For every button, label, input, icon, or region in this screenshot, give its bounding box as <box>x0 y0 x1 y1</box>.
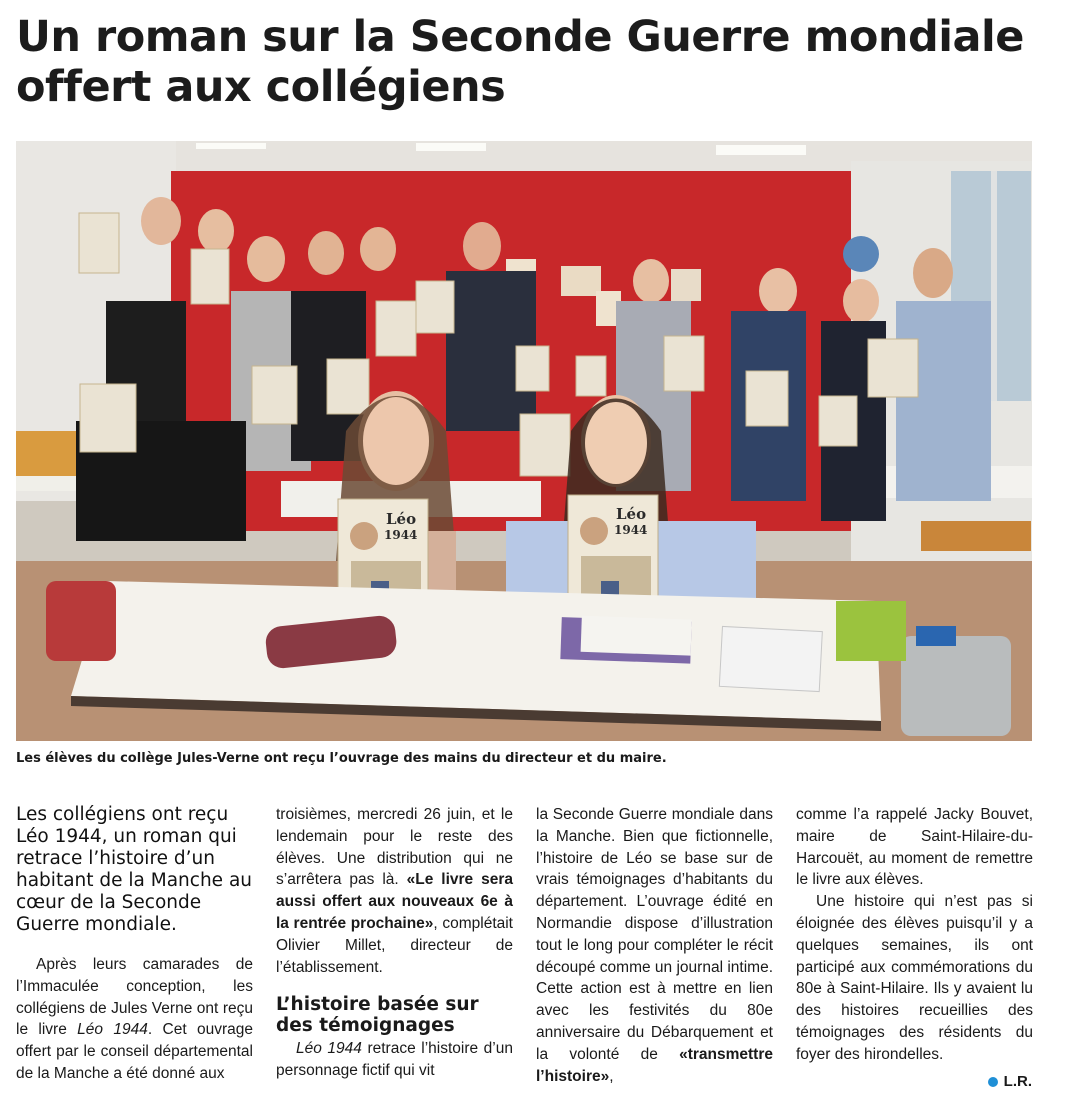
book-year-right: 1944 <box>614 523 648 537</box>
headline <box>16 12 1066 112</box>
column-1-paragraph <box>16 954 253 1085</box>
col2-text-b: , complétait Olivier Millet, directeur de l’établissement. <box>276 914 513 976</box>
photo-caption: Les élèves du collège Jules-Verne ont reçu l’ouvrage des mains du directeur et du maire. <box>16 751 667 766</box>
col1-text-b: . Cet ouvrage offert par le conseil départemental de la Manche a été donné aux <box>16 1021 253 1082</box>
section-subheading: L’histoire basée sur des témoignages <box>276 994 479 1037</box>
col1-text-a: Après leurs camarades de l’Immaculée conception, les collégiens de Jules Verne ont reçu le livre <box>16 956 253 1039</box>
col3-quote: «transmettre l’histoire» <box>536 1045 773 1085</box>
col2-quote: «Le livre sera aussi offert aux nouveaux 6e à la rentrée prochaine» <box>276 871 513 932</box>
article-column-4 <box>796 804 1033 1066</box>
col2-book-title: Léo 1944 <box>296 1040 362 1058</box>
article-column-1 <box>16 804 253 1085</box>
book-title-left: Léo <box>386 510 417 528</box>
author-signature <box>988 1073 1032 1090</box>
column-3-paragraph <box>536 804 773 1087</box>
col2-text-a: troisièmes, mercredi 26 juin, et le lendemain pour le reste des élèves. Une distribution qui ne s’arrêtera pas là. <box>276 806 513 889</box>
col2-text-c: retrace l’histoire d’un personnage fictif qui vit <box>276 1040 513 1080</box>
article-column-3 <box>536 804 773 1087</box>
article-column-2 <box>276 804 513 1082</box>
column-4-paragraph-2: Une histoire qui n’est pas si éloignée des élèves puisqu’il y a quelques semaines, ils ont participé aux commémorations du 80e à Saint-Hilaire. Ils y avaient lu des histoires recueillies des témoignages des résidents du foyer des hirondelles. <box>796 893 1033 1063</box>
book-title-right: Léo <box>616 505 647 523</box>
watering-can <box>901 636 1011 736</box>
article-lead: Les collégiens ont reçu Léo 1944, un roman qui retrace l’histoire d’un habitant de la Manche au cœur de la Seconde Guerre mondiale. <box>16 804 253 935</box>
bullet-dot-icon <box>988 1077 998 1087</box>
headline-line-2: offert aux collégiens <box>16 62 506 112</box>
article-photo <box>16 141 1032 741</box>
column-2-paragraph-2 <box>276 1038 513 1082</box>
col1-book-title: Léo 1944 <box>77 1021 148 1039</box>
column-2-paragraph <box>276 804 513 978</box>
author-initials: L.R. <box>1003 1073 1032 1090</box>
classroom-photo-illustration <box>16 141 1032 741</box>
col3-text-a: la Seconde Guerre mondiale dans la Manche. Bien que fictionnelle, l’histoire de Léo se base sur de vrais témoignages d’habitants du département. L’ouvrage édité en Normandie dispose d’illustration tout le long pour compléter le récit découpé comme un journal intime. Cette action est à mettre en lien avec les festivités du 80e anniversaire du Débarquement et la volonté de <box>536 806 773 1063</box>
headline-line-1: Un roman sur la Seconde Guerre mondiale <box>16 12 1024 62</box>
column-4-paragraph-1: comme l’a rappelé Jacky Bouvet, maire de Saint-Hilaire-du-Harcouët, au moment de remettre le livre aux élèves. <box>796 806 1033 889</box>
col3-text-b: , <box>609 1067 614 1085</box>
book-year-left: 1944 <box>384 528 418 542</box>
